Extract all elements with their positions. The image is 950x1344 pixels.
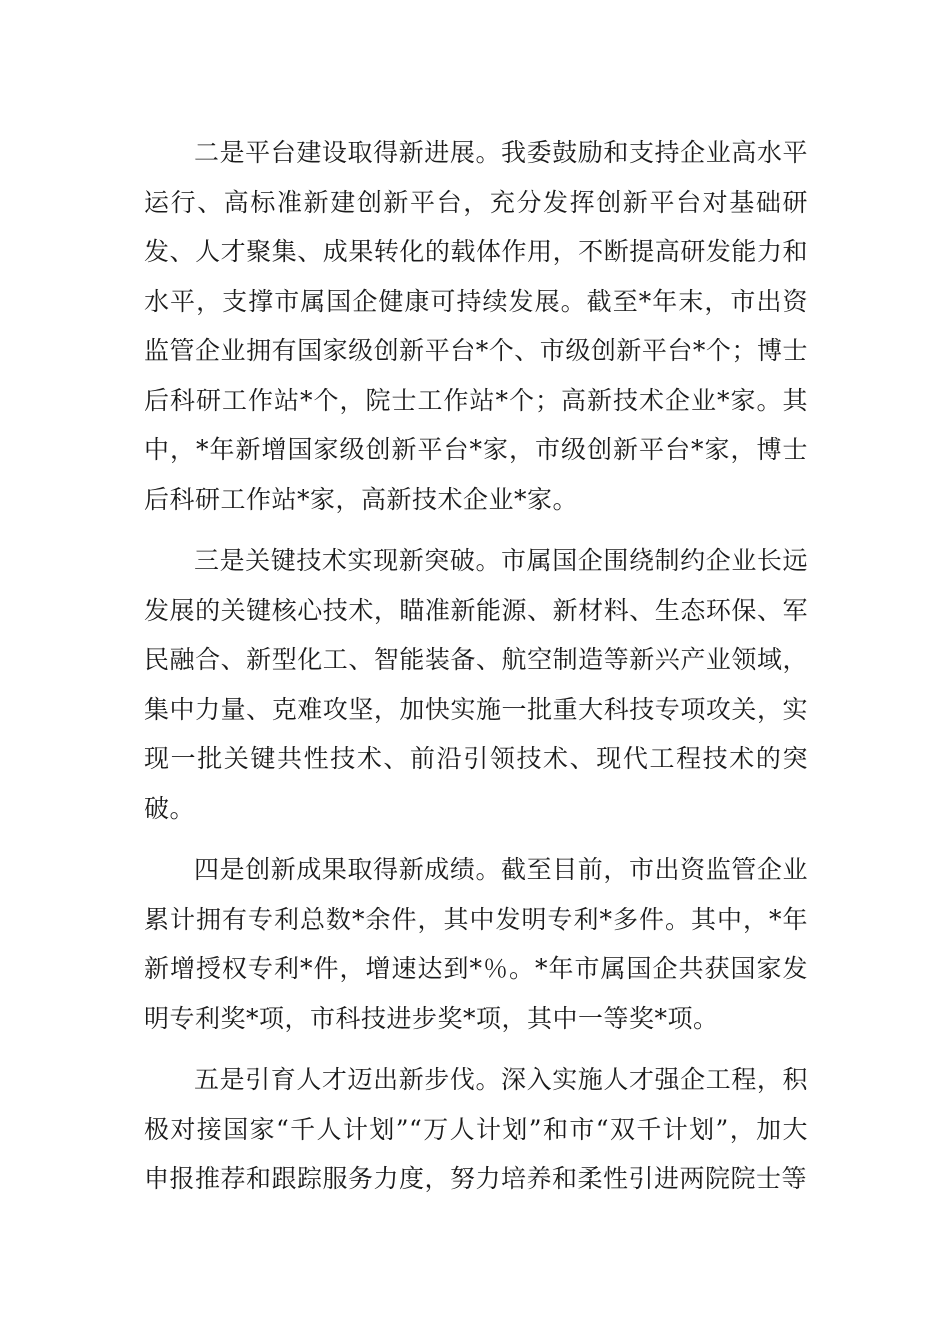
document-page [144, 128, 808, 1216]
paragraph-platform-construction: 二是平台建设取得新进展。我委鼓励和支持企业高水平运行、高标准新建创新平台，充分发挥创新平台对基础研发、人才聚集、成果转化的载体作用，不断提高研发能力和水平，支撑市属国企健康可持续发展。截至*年末，市出资监管企业拥有国家级创新平台*个、市级创新平台*个；博士后科研工作站*个，院士工作站*个；高新技术企业*家。其中，*年新增国家级创新平台*家，市级创新平台*家，博士后科研工作站*家，高新技术企业*家。 [144, 138, 808, 514]
paragraph-innovation-results: 四是创新成果取得新成绩。截至目前，市出资监管企业累计拥有专利总数*余件，其中发明专利*多件。其中，*年新增授权专利*件，增速达到*％。*年市属国企共获国家发明专利奖*项，市科技进步奖*项，其中一等奖*项。 [144, 855, 808, 1033]
paragraph-key-technology: 三是关键技术实现新突破。市属国企围绕制约企业长远发展的关键核心技术，瞄准新能源、新材料、生态环保、军民融合、新型化工、智能装备、航空制造等新兴产业领域，集中力量、克难攻坚，加快实施一批重大科技专项攻关，实现一批关键共性技术、前沿引领技术、现代工程技术的突破。 [144, 546, 808, 823]
paragraph-talent-cultivation: 五是引育人才迈出新步伐。深入实施人才强企工程，积极对接国家“千人计划”“万人计划”和市“双千计划”，加大申报推荐和跟踪服务力度，努力培养和柔性引进两院院士等 [144, 1065, 808, 1193]
